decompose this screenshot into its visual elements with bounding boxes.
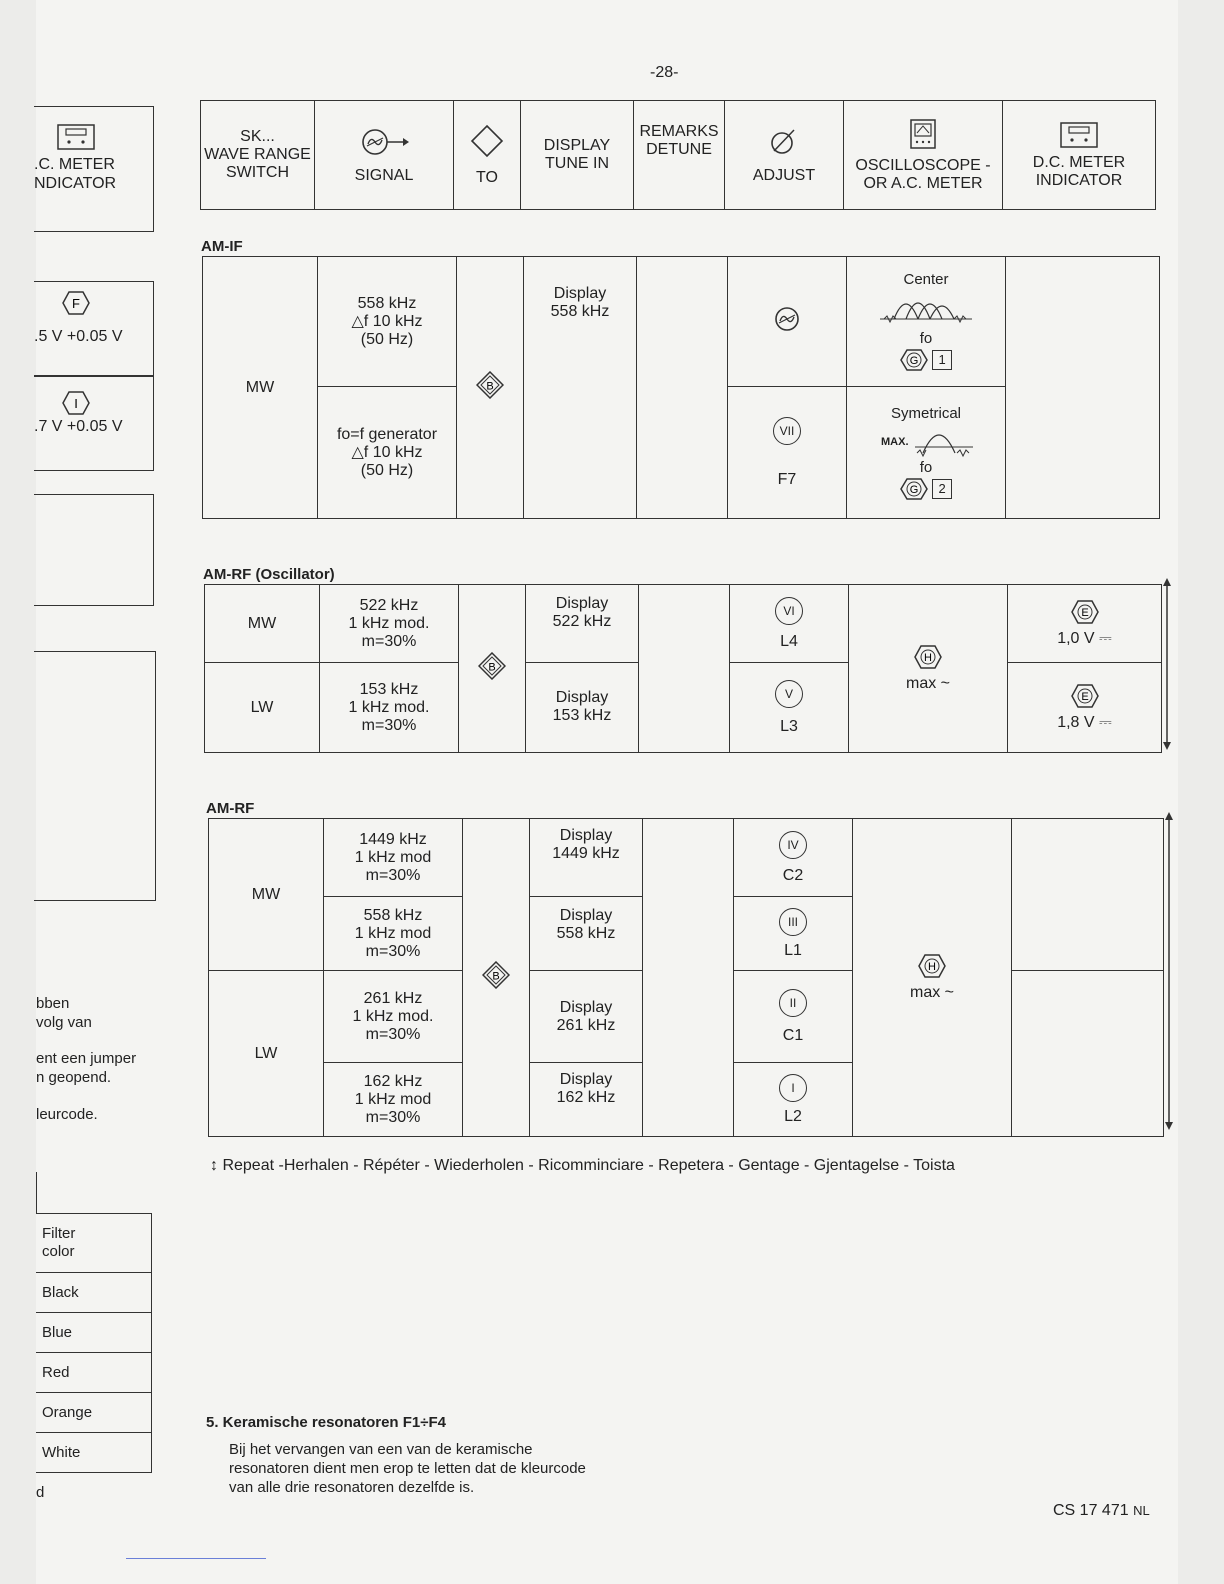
am-rf-meter-mw — [1012, 819, 1164, 971]
header-signal — [315, 101, 454, 210]
am-rf-display-3: Display 261 kHz — [530, 971, 643, 1063]
am-rf-signal-1: 1449 kHz 1 kHz mod m=30% — [324, 819, 463, 897]
am-rf-osc-meter-lw — [1008, 663, 1162, 753]
left-empty-box-2 — [34, 651, 156, 901]
color-black: Black — [36, 1273, 152, 1313]
hexagon-f-icon — [62, 290, 90, 321]
hexagon-b-icon — [476, 371, 504, 399]
am-rf-signal-2: 558 kHz 1 kHz mod m=30% — [324, 897, 463, 971]
am-rf-circle-4: I — [779, 1074, 807, 1102]
am-rf-adjust-label-4: L2 — [784, 1107, 802, 1125]
left-text-3: leurcode. — [36, 1106, 98, 1123]
am-rf-circle-2: III — [779, 908, 807, 936]
am-rf-osc-remarks — [639, 585, 730, 753]
am-rf-display-1: Display 1449 kHz — [530, 819, 643, 897]
header-remarks-detune: REMARKS DETUNE — [634, 101, 725, 210]
am-rf-adjust-3 — [734, 971, 853, 1063]
am-if-osc1-num: 1 — [932, 350, 952, 370]
left-f-value: .5 V +0.05 V — [34, 328, 123, 345]
am-if-band: MW — [203, 257, 318, 519]
filter-color-table — [36, 1213, 152, 1473]
section-am-rf-title: AM-RF — [206, 800, 255, 817]
hex-i-letter: I — [74, 396, 78, 411]
am-if-signal-1: 558 kHz △f 10 kHz (50 Hz) — [318, 257, 457, 387]
am-rf-signal-4: 162 kHz 1 kHz mod m=30% — [324, 1063, 463, 1137]
header-adjust — [725, 101, 844, 210]
detune-icon — [774, 306, 800, 332]
am-if-osc2-num: 2 — [932, 479, 952, 499]
am-if-to-letter: B — [486, 380, 494, 393]
am-if-table — [202, 256, 1160, 519]
am-if-remarks — [637, 257, 728, 519]
bottom-hairline — [126, 1558, 266, 1559]
header-sk: SK... — [240, 128, 275, 145]
am-rf-display-2: Display 558 kHz — [530, 897, 643, 971]
am-rf-circle-1: IV — [779, 831, 807, 859]
am-rf-osc-signal-mw: 522 kHz 1 kHz mod. m=30% — [320, 585, 459, 663]
left-i-box — [34, 375, 154, 471]
hexagon-b-icon-3 — [482, 961, 510, 989]
document-code-number: CS 17 471 — [1053, 1502, 1129, 1519]
am-rf-osc-meter-value-mw: 1,0 V ⎓ — [1057, 630, 1112, 647]
am-rf-table — [208, 818, 1164, 1137]
am-if-display: Display 558 kHz — [524, 257, 637, 519]
diamond-icon — [454, 124, 520, 163]
am-rf-osc-display-lw: Display 153 kHz — [526, 663, 639, 753]
am-if-dc-meter — [1006, 257, 1160, 519]
hexagon-i-icon — [62, 390, 90, 421]
am-if-adjust2-label: F7 — [777, 470, 797, 488]
am-rf-to-letter: B — [492, 970, 500, 983]
oscilloscope-icon — [844, 118, 1002, 155]
am-if-adjust2-circle: VII — [773, 417, 801, 445]
header-signal-label: SIGNAL — [354, 166, 414, 184]
hexagon-h-icon — [914, 644, 942, 670]
am-rf-adjust-label-2: L1 — [784, 941, 802, 959]
repeat-arrow-icon-2 — [1162, 812, 1176, 1130]
repeat-note: ↕ Repeat -Herhalen - Répéter - Wiederholen - Ricomminciare - Repetera - Gentage - Gjentagelse - Toista — [210, 1157, 955, 1174]
adjust-icon — [725, 126, 843, 161]
am-rf-display-4: Display 162 kHz — [530, 1063, 643, 1137]
am-if-osc-1 — [847, 257, 1006, 387]
am-if-osc1-marker — [847, 348, 1005, 372]
am-if-signal-2: fo=f generator △f 10 kHz (50 Hz) — [318, 387, 457, 519]
left-divider — [36, 1172, 37, 1214]
left-i-value: .7 V +0.05 V — [34, 418, 123, 435]
am-if-osc1-title: Center — [903, 271, 949, 288]
bell-curve-center-icon — [847, 289, 1005, 330]
left-dc-meter-box — [34, 106, 154, 232]
am-rf-osc-band-lw: LW — [205, 663, 320, 753]
left-footer-d: d — [36, 1484, 45, 1501]
am-rf-osc-adjust-mw — [730, 585, 849, 663]
color-white: White — [36, 1433, 152, 1473]
color-blue: Blue — [36, 1313, 152, 1353]
am-rf-osc-table — [204, 584, 1162, 753]
am-rf-band-lw: LW — [209, 971, 324, 1137]
color-red: Red — [36, 1353, 152, 1393]
document-code — [1053, 1502, 1150, 1520]
color-orange: Orange — [36, 1393, 152, 1433]
section-am-if-title: AM-IF — [201, 238, 243, 255]
am-rf-osc-signal-lw: 153 kHz 1 kHz mod. m=30% — [320, 663, 459, 753]
meter-icon — [56, 123, 96, 156]
left-empty-box — [34, 494, 154, 606]
am-rf-osc-to — [459, 585, 526, 753]
section-5-body: Bij het vervangen van een van de keramische resonatoren dient men erop te letten dat de kleurcode van alle drie resonatoren dezelfde is. — [229, 1441, 586, 1496]
hexagon-h-icon-2 — [918, 953, 946, 979]
am-rf-osc-meter-value-lw: 1,8 V ⎓ — [1057, 714, 1112, 731]
dc-meter-icon — [1003, 121, 1155, 154]
am-rf-osc-circle-mw: VI — [775, 597, 803, 625]
page-number: -28- — [650, 64, 679, 81]
am-if-adjust-1 — [728, 257, 847, 387]
left-text-2: ent een jumper n geopend. — [36, 1050, 137, 1086]
section-5-title: 5. Keramische resonatoren F1÷F4 — [206, 1414, 446, 1431]
am-rf-adjust-1 — [734, 819, 853, 897]
header-adjust-label: ADJUST — [752, 166, 816, 184]
filter-color-header: Filter color — [36, 1214, 152, 1273]
header-display-tune-in: DISPLAY TUNE IN — [521, 101, 634, 210]
signal-generator-icon — [315, 126, 453, 163]
hexagon-g-icon-2 — [900, 477, 928, 501]
header-dc-meter — [1003, 101, 1156, 210]
am-rf-osc-adjust-lw — [730, 663, 849, 753]
header-wave-range-label: WAVE RANGE SWITCH — [204, 146, 311, 181]
document-code-lang: NL — [1133, 1503, 1150, 1518]
left-text-1: bben volg van — [36, 995, 92, 1031]
am-rf-adjust-label-1: C2 — [782, 866, 804, 884]
header-oscilloscope-label: OSCILLOSCOPE - OR A.C. METER — [855, 156, 991, 192]
header-wave-range — [201, 101, 315, 210]
am-if-to — [457, 257, 524, 519]
am-rf-osc-circle-lw: V — [775, 680, 803, 708]
header-to-label: TO — [476, 168, 498, 186]
am-rf-oscilloscope — [853, 819, 1012, 1137]
hexagon-e-icon — [1071, 599, 1099, 625]
am-if-adjust-2 — [728, 387, 847, 519]
am-rf-osc-band-mw: MW — [205, 585, 320, 663]
am-rf-osc-adjust-label-mw: L4 — [780, 632, 798, 650]
am-rf-osc-oscilloscope — [849, 585, 1008, 753]
left-f-box — [34, 281, 154, 377]
header-to — [454, 101, 521, 210]
hexagon-g-icon — [900, 348, 928, 372]
am-rf-signal-3: 261 kHz 1 kHz mod. m=30% — [324, 971, 463, 1063]
am-rf-circle-3: II — [779, 989, 807, 1017]
hexagon-e-icon-2 — [1071, 683, 1099, 709]
am-if-osc2-marker — [847, 477, 1005, 501]
am-rf-to — [463, 819, 530, 1137]
header-oscilloscope — [844, 101, 1003, 210]
repeat-arrow-icon — [1160, 578, 1174, 750]
am-rf-band-mw: MW — [209, 819, 324, 971]
am-rf-osc-display-mw: Display 522 kHz — [526, 585, 639, 663]
am-rf-osc-meter-mw — [1008, 585, 1162, 663]
am-rf-adjust-2 — [734, 897, 853, 971]
am-rf-adjust-4 — [734, 1063, 853, 1137]
am-if-osc2-title: Symetrical — [890, 404, 961, 422]
am-rf-osc-adjust-label-lw: L3 — [780, 717, 798, 735]
am-rf-osc-h-letter: H — [924, 652, 932, 664]
am-rf-osc-to-letter: B — [488, 661, 496, 674]
am-rf-remarks — [643, 819, 734, 1137]
am-if-osc-2 — [847, 387, 1006, 519]
section-am-rf-osc-title: AM-RF (Oscillator) — [203, 566, 335, 583]
am-if-osc1-fo: fo — [919, 330, 933, 347]
am-rf-adjust-label-3: C1 — [782, 1026, 804, 1044]
hex-f-letter: F — [72, 296, 80, 311]
header-dc-meter-label: D.C. METER INDICATOR — [1032, 153, 1126, 189]
am-if-osc2-fo: fo — [919, 458, 933, 476]
bell-curve-symmetric-icon — [847, 423, 1005, 459]
am-rf-meter-lw — [1012, 971, 1164, 1137]
am-if-osc2-max: MAX. — [881, 435, 909, 448]
am-rf-h-letter: H — [928, 961, 936, 973]
am-rf-osc-e-letter-lw: E — [1080, 691, 1089, 703]
am-rf-osc-osc-value: max ~ — [905, 675, 950, 692]
left-dc-meter-label: .C. METER NDICATOR — [34, 156, 117, 192]
header-table — [200, 100, 1156, 210]
am-if-osc1-g: G — [909, 355, 919, 367]
am-rf-osc-e-letter-mw: E — [1080, 607, 1089, 619]
am-rf-osc-value: max ~ — [909, 984, 954, 1001]
hexagon-b-icon-2 — [478, 652, 506, 680]
am-if-osc2-g: G — [909, 483, 919, 496]
